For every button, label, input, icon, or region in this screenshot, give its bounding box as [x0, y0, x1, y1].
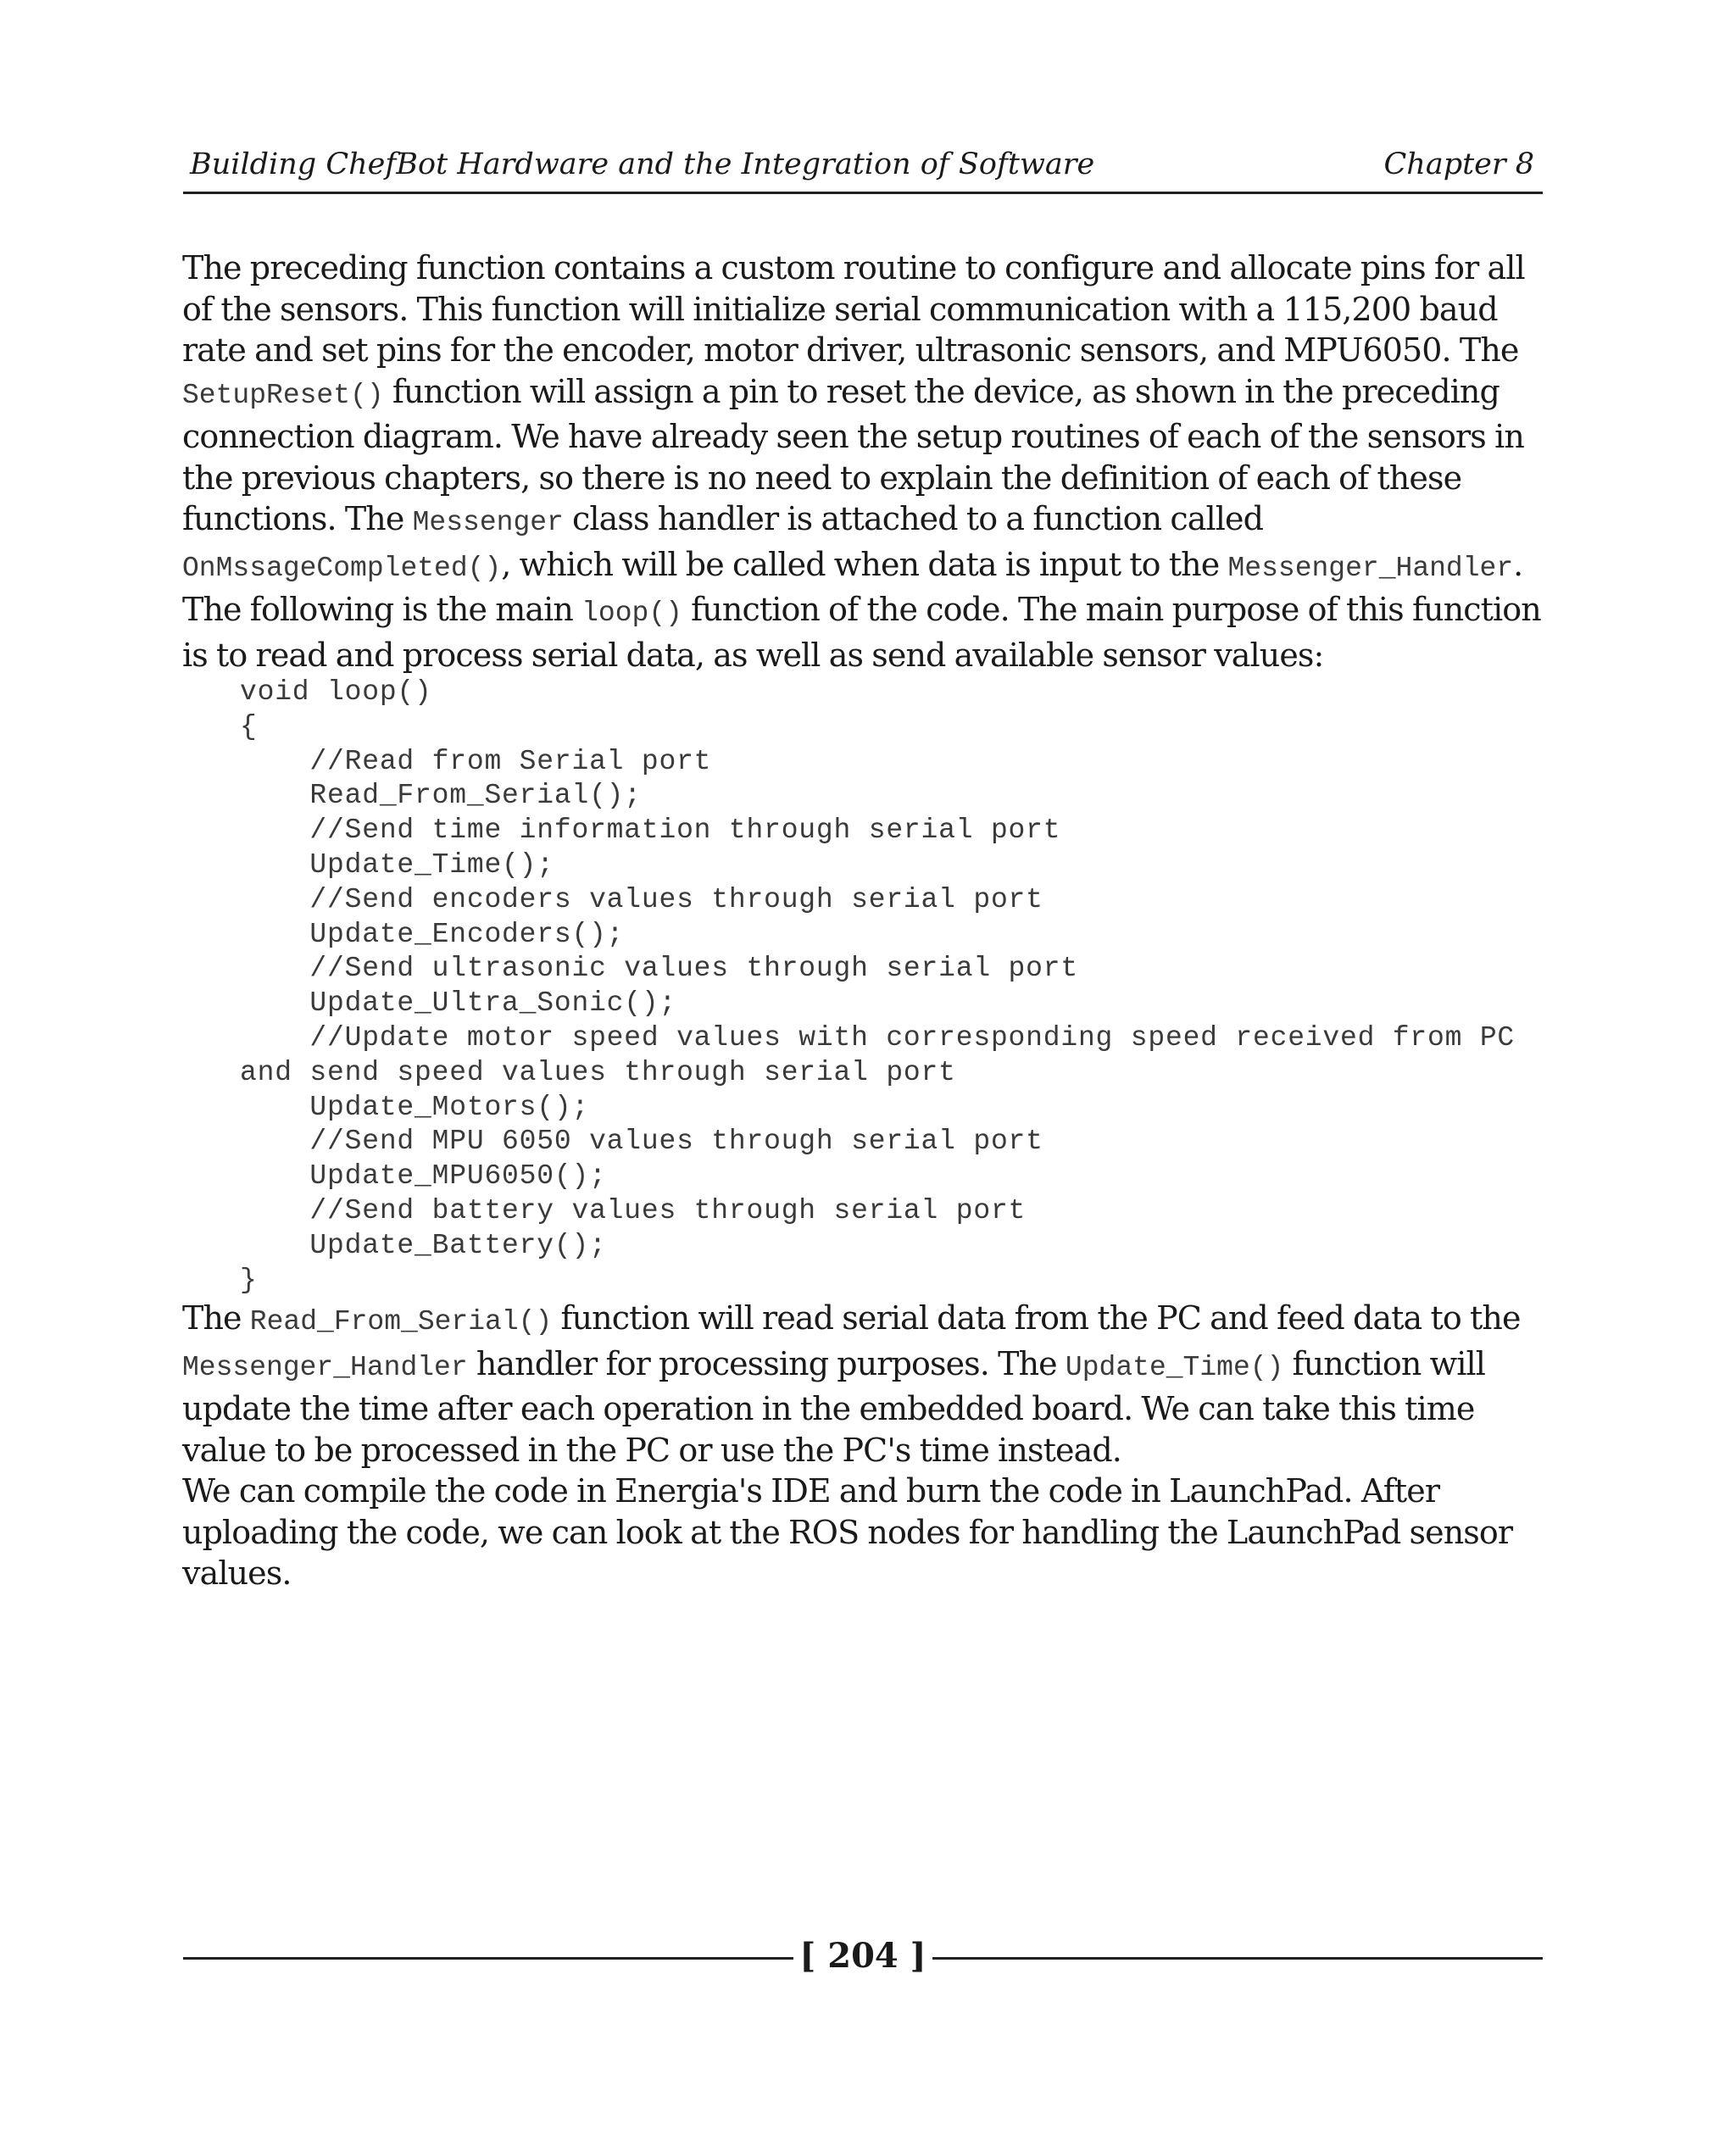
- text-run: , which will be called when data is input to the: [501, 545, 1228, 583]
- code-block-loop: [182, 676, 1547, 1298]
- footer-rule-right: [932, 1957, 1543, 1960]
- inline-code-setupreset: SetupReset(): [182, 379, 384, 411]
- code-line: //Update motor speed values with corresponding speed received from PC: [240, 1021, 1516, 1054]
- paragraph-setup-description: [182, 247, 1547, 589]
- inline-code-update-time: Update_Time(): [1065, 1351, 1284, 1383]
- text-run: .: [1513, 545, 1523, 583]
- inline-code-messenger: Messenger: [412, 507, 564, 538]
- code-line: Update_Motors();: [240, 1091, 590, 1123]
- chapter-number: Chapter 8: [1383, 147, 1534, 181]
- code-line: Read_From_Serial();: [240, 780, 642, 812]
- text-run: function of the code. The main purpose of this function is to read and process serial data, as well as send available sensor values:: [182, 591, 1541, 674]
- text-run: function will read serial data from the PC and feed data to the: [552, 1299, 1521, 1337]
- page-number: [ 204 ]: [799, 1936, 926, 1976]
- code-line: //Send battery values through serial port: [240, 1194, 1027, 1226]
- code-line: {: [240, 710, 258, 742]
- page-footer: [183, 1932, 1543, 1983]
- code-line: //Send MPU 6050 values through serial port: [240, 1126, 1043, 1158]
- inline-code-loop: loop(): [581, 598, 682, 629]
- text-run: The: [182, 1299, 250, 1337]
- code-line: //Send time information through serial port: [240, 815, 1061, 847]
- text-run: We can compile the code in Energia's IDE and burn the code in LaunchPad. After uploading the code, we can look at the ROS nodes for handling the LaunchPad sensor values.: [182, 1472, 1513, 1593]
- code-line: Update_Battery();: [240, 1229, 607, 1261]
- paragraph-loop-intro: [182, 589, 1547, 676]
- inline-code-onmssagecompleted: OnMssageCompleted(): [182, 552, 502, 584]
- code-line: Update_Time();: [240, 848, 554, 881]
- code-line: Update_MPU6050();: [240, 1160, 607, 1193]
- text-run: The preceding function contains a custom routine to configure and allocate pins for all of the sensors. This function will initialize serial communication with a 115,200 baud rate and set pins for the encoder, motor driver, ultrasonic sensors, and MPU6050. The: [182, 249, 1525, 369]
- running-header: [183, 144, 1543, 194]
- text-run: function will update the time after each operation in the embedded board. We can take this time value to be processed in the PC or use the PC's time instead.: [182, 1344, 1485, 1469]
- paragraph-compile: [182, 1471, 1547, 1594]
- text-run: handler for processing purposes. The: [467, 1344, 1066, 1382]
- code-line: Update_Ultra_Sonic();: [240, 987, 677, 1020]
- inline-code-read-from-serial: Read_From_Serial(): [249, 1306, 553, 1338]
- chapter-title: Building ChefBot Hardware and the Integration of Software: [190, 147, 1095, 181]
- text-run: function will assign a pin to reset the device, as shown in the preceding connection diagram. We have already seen the setup routines of each of the sensors in the previous chapters, so there is no need to explain the definition of each of these functions. The: [182, 372, 1524, 537]
- code-line: void loop(): [240, 676, 432, 708]
- code-line: Update_Encoders();: [240, 918, 625, 950]
- inline-code-messenger-handler: Messenger_Handler: [182, 1351, 468, 1383]
- code-line: and send speed values through serial port: [240, 1056, 956, 1088]
- code-line: //Send encoders values through serial port: [240, 883, 1043, 915]
- code-line: }: [240, 1264, 258, 1296]
- paragraph-read-from-serial: [182, 1298, 1547, 1471]
- page-content: [182, 247, 1547, 1594]
- inline-code-messenger-handler: Messenger_Handler: [1227, 552, 1514, 584]
- code-line: //Read from Serial port: [240, 745, 712, 777]
- text-run: The following is the main: [182, 591, 582, 628]
- text-run: class handler is attached to a function called: [563, 500, 1264, 537]
- code-line: //Send ultrasonic values through serial port: [240, 953, 1078, 985]
